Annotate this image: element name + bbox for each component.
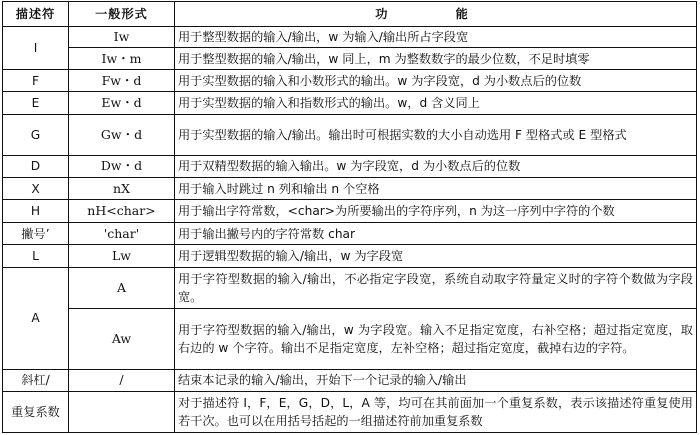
descriptor-cell-H: H — [3, 200, 69, 222]
form-cell: / — [69, 369, 175, 391]
table-row-L — [3, 245, 697, 267]
function-cell: 用于输入时跳过 n 列和输出 n 个空格 — [175, 177, 697, 199]
form-cell: Dw・d — [69, 155, 175, 177]
form-cell: A — [69, 267, 175, 308]
descriptor-cell-L: L — [3, 245, 69, 267]
table-row-slash — [3, 369, 697, 391]
form-cell: Iw・m — [69, 48, 175, 69]
function-cell: 用于输出字符常数，<char>为所要输出的字符序列，n 为这一序列中字符的个数 — [175, 200, 697, 222]
format-descriptor-table — [2, 1, 697, 433]
function-cell: 用于实型数据的输入和小数形式的输出。w 为字段宽，d 为小数点后的位数 — [175, 69, 697, 91]
form-cell: nX — [69, 177, 175, 199]
form-cell — [69, 392, 175, 433]
descriptor-cell-slash: 斜杠/ — [3, 369, 69, 391]
table-row-A — [3, 267, 697, 308]
function-cell: 用于双精型数据的输入输出。w 为字段宽，d 为小数点后的位数 — [175, 155, 697, 177]
function-cell: 用于整型数据的输入/输出，w 同上，m 为整数数字的最少位数，不足时填零 — [175, 48, 697, 69]
form-cell: nH<char> — [69, 200, 175, 222]
descriptor-cell-repeat: 重复系数 — [3, 392, 69, 433]
table-row-E — [3, 92, 697, 114]
header-general-form: 一般形式 — [69, 2, 175, 27]
function-cell: 用于实型数据的输入和指数形式的输出。w，d 含义同上 — [175, 92, 697, 114]
function-cell: 用于字符型数据的输入/输出，w 为字段宽。输入不足指定宽度，右补空格；超过指定宽度，取右边的 w 个字符。输出不足指定宽度，左补空格；超过指定宽度，截掉右边的字符。 — [175, 308, 697, 369]
function-cell: 用于实型数据的输入/输出。输出时可根据实数的大小自动选用 F 型格式或 E 型格式 — [175, 114, 697, 155]
table-row-H — [3, 200, 697, 222]
descriptor-cell-G: G — [3, 114, 69, 155]
form-cell: Iw — [69, 27, 175, 48]
function-cell: 用于输出撇号内的字符常数 char — [175, 222, 697, 244]
table-row-A-w — [3, 308, 697, 369]
table-row-repeat — [3, 392, 697, 433]
form-cell: Ew・d — [69, 92, 175, 114]
descriptor-cell-F: F — [3, 69, 69, 91]
table-row-F — [3, 69, 697, 91]
form-cell: Aw — [69, 308, 175, 369]
form-cell: Gw・d — [69, 114, 175, 155]
header-descriptor: 描述符 — [3, 2, 69, 27]
function-cell: 对于描述符 I，F，E，G，D，L，A 等，均可在其前面加一个重复系数，表示该描述符重复使用若干次。也可以在用括号括起的一组描述符前加重复系数 — [175, 392, 697, 433]
descriptor-cell-E: E — [3, 92, 69, 114]
header-function: 功 能 — [175, 2, 697, 27]
format-descriptor-table-container — [2, 1, 696, 433]
table-row-X — [3, 177, 697, 199]
form-cell: 'char' — [69, 222, 175, 244]
form-cell: Lw — [69, 245, 175, 267]
function-cell: 结束本记录的输入/输出，开始下一个记录的输入/输出 — [175, 369, 697, 391]
header-row — [3, 2, 697, 27]
descriptor-cell-D: D — [3, 155, 69, 177]
function-cell: 用于字符型数据的输入/输出，不必指定字段宽，系统自动取字符量定义时的字符个数做为字段宽。 — [175, 267, 697, 308]
descriptor-cell-A: A — [3, 267, 69, 369]
descriptor-cell-apostrophe: 撇号’ — [3, 222, 69, 244]
form-cell: Fw・d — [69, 69, 175, 91]
table-row-I-w — [3, 27, 697, 48]
function-cell: 用于整型数据的输入/输出，w 为输入/输出所占字段宽 — [175, 27, 697, 48]
descriptor-cell-I: I — [3, 27, 69, 70]
table-row-apostrophe — [3, 222, 697, 244]
table-row-G — [3, 114, 697, 155]
function-cell: 用于逻辑型数据的输入/输出，w 为字段宽 — [175, 245, 697, 267]
descriptor-cell-X: X — [3, 177, 69, 199]
table-row-I-wm — [3, 48, 697, 69]
table-row-D — [3, 155, 697, 177]
